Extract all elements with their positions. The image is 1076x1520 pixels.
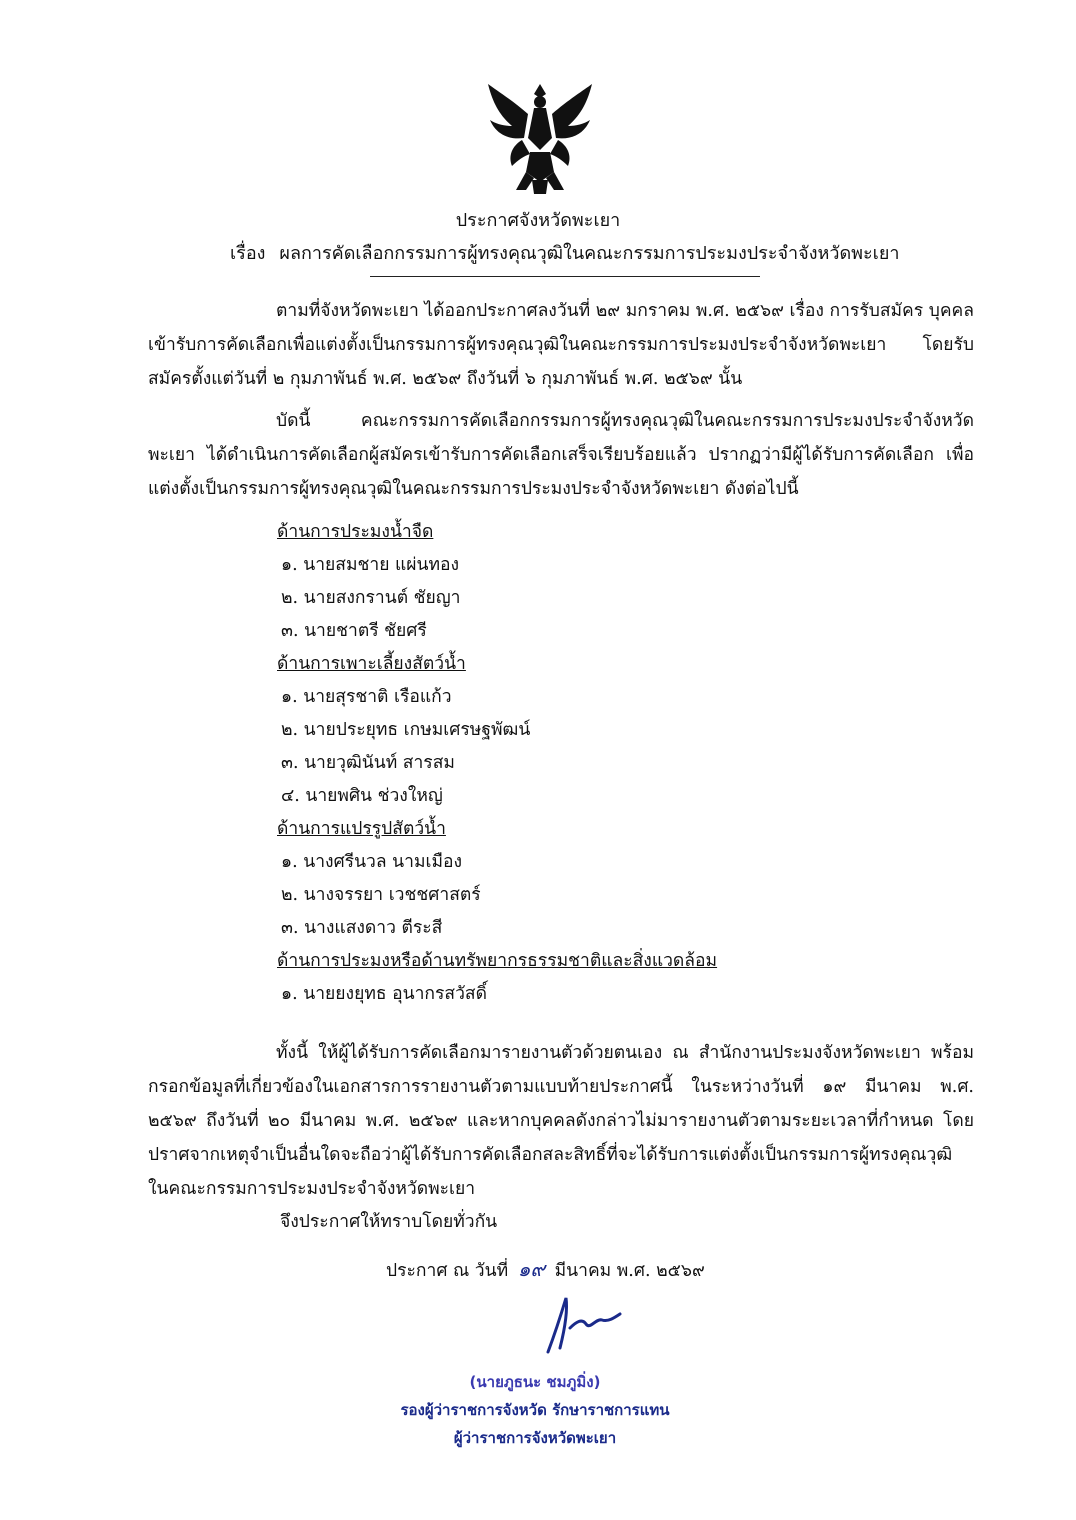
paragraph-2: บัดนี้ คณะกรรมการคัดเลือกกรรมการผู้ทรงคุณวุฒิในคณะกรรมการประมงประจำจังหวัดพะเยา ได้ดำเนินการคัดเลือกผู้สมัครเข้ารับการคัดเลือกเสร็จเรียบร้อยแล้ว ปรากฏว่ามีผู้ได้รับการคัดเลือก เพื่อแต่งตั้งเป็นกรรมการผู้ทรงคุณวุฒิในคณะกรรมการประมงประจำจังหวัดพะเยา ดังต่อไปนี้ [148,411,974,499]
announcement-subject [230,238,900,267]
list-item: ๒. นายสงกรานต์ ชัยญา [281,588,461,608]
list-item: ๑. นายสมชาย แผ่นทอง [281,555,460,575]
dateline-prefix: ประกาศ ณ วันที่ [386,1261,509,1281]
list-item: ๑. นายสุรชาติ เรือแก้ว [281,687,452,707]
garuda-emblem-icon [482,80,598,198]
list-item: ๑. นางศรีนวล นามเมือง [281,852,463,872]
paragraph-1: ตามที่จังหวัดพะเยา ได้ออกประกาศลงวันที่ ๒๙ มกราคม พ.ศ. ๒๕๖๙ เรื่อง การรับสมัคร บุคคลเข้ารับการคัดเลือกเพื่อแต่งตั้งเป็นกรรมการผู้ทรงคุณวุฒิในคณะกรรมการประมงประจำจังหวัดพะเยา โดยรับสมัครตั้งแต่วันที่ ๒ กุมภาพันธ์ พ.ศ. ๒๕๖๙ ถึงวันที่ ๖ กุมภาพันธ์ พ.ศ. ๒๕๖๙ นั้น [148,301,974,389]
list-item: ๓. นางแสงดาว ตีระสี [281,918,443,938]
signatory-block [380,1368,690,1452]
announcement-title: ประกาศจังหวัดพะเยา [455,210,621,231]
group-heading: ด้านการเพาะเลี้ยงสัตว์น้ำ [277,654,466,674]
signatory-name: (นายภูธนะ ชมภูมิ่ง) [469,1373,601,1391]
subject-text: ผลการคัดเลือกกรรมการผู้ทรงคุณวุฒิในคณะกรรมการประมงประจำจังหวัดพะเยา [279,243,900,264]
group-heading: ด้านการประมงหรือด้านทรัพยากรธรรมชาติและสิ่งแวดล้อม [277,951,718,971]
selected-members-list [277,516,717,1011]
list-item: ๑. นายยงยุทธ อุนากรสวัสดิ์ [281,984,487,1004]
group-heading: ด้านการประมงน้ำจืด [277,522,434,542]
signatory-position: ผู้ว่าราชการจังหวัดพะเยา [453,1429,617,1447]
title-divider [370,276,760,277]
signatory-position: รองผู้ว่าราชการจังหวัด รักษาราชการแทน [400,1401,670,1419]
group-heading: ด้านการแปรรูปสัตว์น้ำ [277,819,446,839]
paragraph-3: ทั้งนี้ ให้ผู้ได้รับการคัดเลือกมารายงานตัวด้วยตนเอง ณ สำนักงานประมงจังหวัดพะเยา พร้อมกรอกข้อมูลที่เกี่ยวข้องในเอกสารการรายงานตัวตามแบบท้ายประกาศนี้ ในระหว่างวันที่ ๑๙ มีนาคม พ.ศ. ๒๕๖๙ ถึงวันที่ ๒๐ มีนาคม พ.ศ. ๒๕๖๙ และหากบุคคลดังกล่าวไม่มารายงานตัวตามระยะเวลาที่กำหนด โดยปราศจากเหตุจำเป็นอื่นใดจะถือว่าผู้ได้รับการคัดเลือกสละสิทธิ์ที่จะได้รับการแต่งตั้งเป็นกรรมการผู้ทรงคุณวุฒิ ในคณะกรรมการประมงประจำจังหวัดพะเยา [148,1043,974,1199]
dateline-suffix: มีนาคม พ.ศ. ๒๕๖๙ [554,1261,705,1281]
dateline [386,1253,705,1285]
list-item: ๓. นายชาตรี ชัยศรี [281,621,427,641]
list-item: ๔. นายพศิน ช่วงใหญ่ [281,786,443,806]
closing-statement: จึงประกาศให้ทราบโดยทั่วกัน [280,1212,498,1232]
dateline-day: ๑๙ [517,1257,546,1281]
list-item: ๒. นายประยุทธ เกษมเศรษฐพัฒน์ [281,720,531,740]
subject-label: เรื่อง [230,243,266,264]
list-item: ๒. นางจรรยา เวชชศาสตร์ [281,885,481,905]
signature-icon [530,1288,640,1358]
list-item: ๓. นายวุฒินันท์ สารสม [281,753,455,773]
